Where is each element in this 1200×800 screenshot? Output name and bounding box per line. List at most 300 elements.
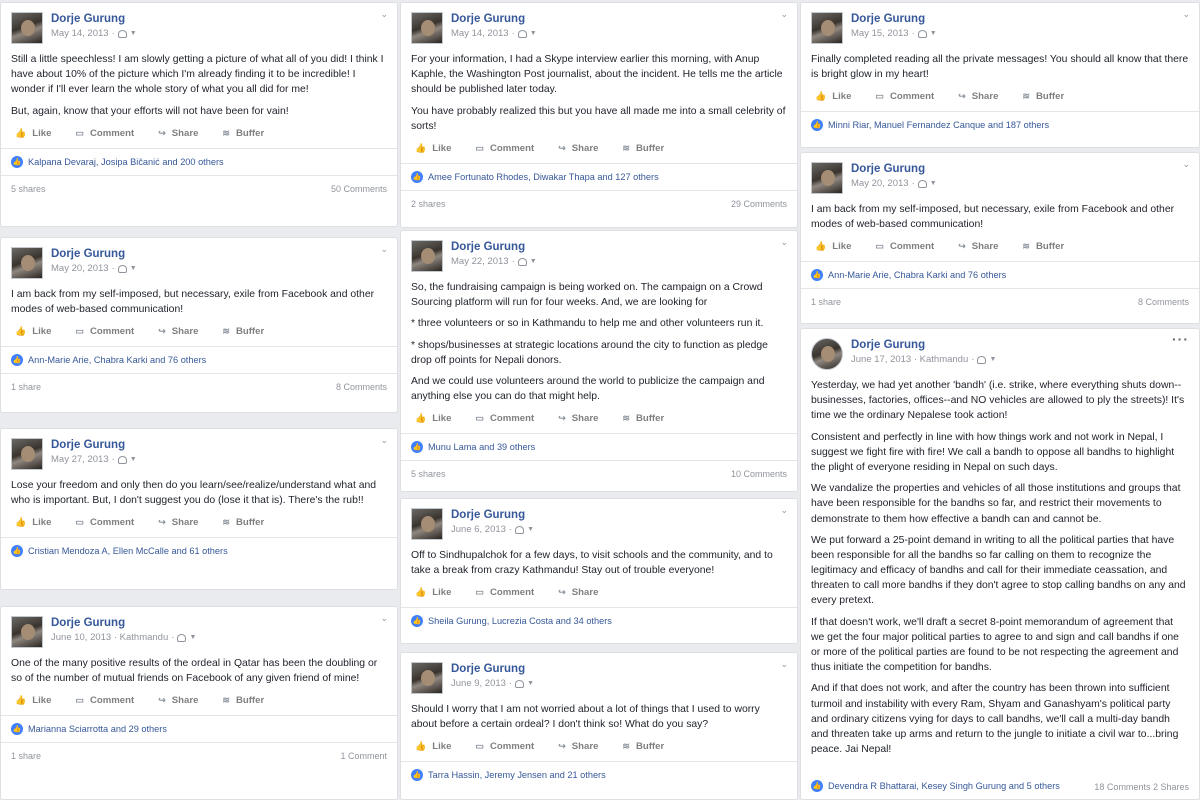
shares-count[interactable]: 5 shares: [411, 469, 446, 480]
like-button-label: Like: [832, 241, 852, 253]
post-subline: May 20, 2013 · ▼: [851, 178, 937, 190]
share-button-label: Share: [571, 142, 599, 154]
share-button[interactable]: [158, 326, 198, 337]
share-icon: ↪: [158, 517, 166, 528]
post-menu-chevron-icon[interactable]: ⌄: [380, 613, 388, 623]
reactions-row[interactable]: [1, 537, 397, 564]
post-meta: [451, 240, 537, 268]
comments-count[interactable]: 18 Comments: [1094, 782, 1151, 792]
share-icon: ↪: [958, 241, 966, 252]
post-subline: June 10, 2013 · Kathmandu · ▼: [51, 632, 197, 644]
post-paragraph: So, the fundraising campaign is being worked on. The campaign on a Crowd Sourcing platform will run for four weeks. And, we are looking for: [411, 282, 763, 309]
comment-button-label: Comment: [489, 413, 535, 425]
post-card: [800, 2, 1200, 148]
avatar[interactable]: [11, 12, 43, 44]
like-button[interactable]: [815, 91, 851, 102]
share-button-label: Share: [571, 587, 599, 599]
comment-button-label: Comment: [489, 587, 535, 599]
post-card: [0, 428, 398, 590]
share-button[interactable]: [558, 143, 598, 154]
post-date[interactable]: June 10, 2013 · Kathmandu: [51, 632, 169, 644]
post-actions: [801, 88, 1199, 105]
share-button[interactable]: [558, 587, 598, 598]
comment-button-label: Comment: [489, 142, 535, 154]
post-paragraph: Still a little speechless! I am slowly getting a picture of what all of you did! I think I have about 10% of the picture which I'm already finding it to be incredible! I wonder if I'll ever learn the whole story of what you all did for me!: [11, 54, 384, 96]
buffer-button[interactable]: [222, 517, 264, 528]
post-paragraph: * shops/businesses at strategic locations around the city to function as pledge drop off points for Nepali donors.: [411, 339, 768, 366]
buffer-icon: ≋: [222, 695, 230, 706]
author-name[interactable]: Dorje Gurung: [451, 13, 526, 25]
comment-icon: ▭: [475, 142, 484, 153]
like-button[interactable]: [415, 741, 451, 752]
post-body: [801, 44, 1199, 82]
post-paragraph: We put forward a 25-point demand in writing to all the political parties that have been responsible for all the bandhs so far calling on them to recognize the legitimacy and efficacy of bandhs and call for their immediate ceassation, and threaten to call more bandhs if they don't agree to stop calling bandhs on any and every pretext.: [811, 534, 1186, 607]
audience-icon[interactable]: [518, 30, 527, 38]
buffer-button-label: Buffer: [235, 326, 265, 338]
reactions-row[interactable]: [801, 111, 1199, 138]
reactions-row[interactable]: [1, 346, 397, 373]
reactions-row[interactable]: [1, 148, 397, 175]
comments-count[interactable]: 8 Comments: [1137, 297, 1189, 308]
buffer-button-label: Buffer: [635, 741, 665, 753]
post-menu-chevron-icon[interactable]: ⌄: [780, 9, 788, 19]
buffer-icon: ≋: [222, 326, 230, 337]
author-name[interactable]: Dorje Gurung: [451, 241, 526, 253]
post-menu-chevron-icon[interactable]: ⌄: [1182, 9, 1190, 19]
like-button-label: Like: [32, 695, 52, 707]
reactions-row[interactable]: [401, 433, 797, 460]
post-meta: [851, 338, 996, 366]
buffer-button[interactable]: [222, 695, 264, 706]
comments-count[interactable]: 29 Comments: [730, 198, 787, 209]
post-date[interactable]: May 20, 2013: [851, 178, 909, 190]
post-date[interactable]: May 20, 2013: [51, 263, 109, 275]
buffer-button-label: Buffer: [1035, 241, 1065, 253]
post-body: [1, 648, 397, 686]
comment-icon: ▭: [475, 413, 484, 424]
reactions-summary[interactable]: Ann-Marie Arie, Chabra Karki and 76 others: [28, 355, 207, 366]
share-button-label: Share: [171, 127, 199, 139]
comment-button-label: Comment: [89, 326, 135, 338]
audience-icon[interactable]: [515, 680, 524, 688]
post-card: [400, 652, 798, 800]
post-body: [1, 44, 397, 119]
post-paragraph: One of the many positive results of the ordeal in Qatar has been the doubling or so of the number of mutual friends on Facebook of any given friend of mine!: [11, 658, 378, 685]
post-card: [800, 152, 1200, 324]
like-button[interactable]: [815, 241, 851, 252]
comment-button[interactable]: [75, 695, 134, 706]
reactions-summary[interactable]: Marianna Sciarrotta and 29 others: [28, 724, 167, 735]
audience-icon[interactable]: [977, 356, 986, 364]
post-meta: [51, 438, 137, 466]
audience-icon[interactable]: [118, 265, 127, 273]
buffer-button-label: Buffer: [1035, 91, 1065, 103]
thumbs-up-icon: 👍: [415, 741, 427, 752]
post-header: [1, 429, 397, 470]
share-button[interactable]: [558, 741, 598, 752]
shares-count[interactable]: 2 Shares: [1152, 782, 1189, 792]
like-button-label: Like: [432, 413, 452, 425]
like-button[interactable]: [415, 413, 451, 424]
post-meta: [851, 12, 937, 40]
like-reaction-icon: 👍: [411, 615, 423, 627]
post-actions: [1, 323, 397, 340]
post-menu-chevron-icon[interactable]: ⌄: [380, 9, 388, 19]
share-icon: ↪: [158, 127, 166, 138]
post-paragraph: And we could use volunteers around the world to publicize the campaign and anything else you can do that might help.: [411, 375, 765, 403]
buffer-button-label: Buffer: [235, 517, 265, 529]
post-paragraph: Should I worry that I am not worried about a lot of things that I used to worry about before a certain ordeal? I don't think so! What do you say?: [411, 704, 760, 731]
like-reaction-icon: 👍: [11, 545, 23, 557]
reactions-row[interactable]: [1, 715, 397, 742]
chevron-down-icon[interactable]: ▼: [129, 29, 137, 37]
like-button[interactable]: [415, 143, 451, 154]
shares-count[interactable]: 1 share: [811, 297, 842, 308]
post-footer: [1, 175, 397, 202]
post-subline: May 22, 2013 · ▼: [451, 256, 537, 268]
shares-count[interactable]: 5 shares: [11, 183, 46, 194]
buffer-button-label: Buffer: [235, 695, 265, 707]
buffer-icon: ≋: [222, 517, 230, 528]
comment-button-label: Comment: [89, 517, 135, 529]
audience-icon[interactable]: [518, 258, 527, 266]
buffer-button[interactable]: [222, 326, 264, 337]
share-button[interactable]: [158, 517, 198, 528]
avatar[interactable]: [411, 508, 443, 540]
comment-button[interactable]: [475, 741, 534, 752]
post-date[interactable]: May 15, 2013: [851, 28, 909, 40]
reactions-summary[interactable]: Devendra R Bhattarai, Kesey Singh Gurung and 5 others: [828, 781, 1060, 791]
like-reaction-icon: 👍: [11, 156, 23, 168]
share-button-label: Share: [571, 741, 599, 753]
author-name[interactable]: Dorje Gurung: [51, 617, 126, 629]
reactions-row[interactable]: [401, 163, 797, 190]
buffer-button-label: Buffer: [635, 142, 665, 154]
avatar[interactable]: [11, 247, 43, 279]
post-header: [801, 329, 1199, 370]
chevron-down-icon[interactable]: ▼: [129, 264, 137, 272]
avatar[interactable]: [811, 162, 843, 194]
audience-icon[interactable]: [177, 634, 186, 642]
chevron-down-icon[interactable]: ▼: [529, 29, 537, 37]
thumbs-up-icon: 👍: [415, 587, 427, 598]
post-meta: [51, 12, 137, 40]
comment-button[interactable]: [475, 143, 534, 154]
like-reaction-icon: 👍: [811, 119, 823, 131]
post-header: [401, 3, 797, 44]
audience-icon[interactable]: [918, 180, 927, 188]
post-subline: May 20, 2013 · ▼: [51, 263, 137, 275]
avatar[interactable]: [811, 12, 843, 44]
post-footer: [1, 742, 397, 769]
author-name[interactable]: Dorje Gurung: [451, 509, 526, 521]
post-subline: May 14, 2013 · ▼: [451, 28, 537, 40]
like-button[interactable]: [415, 587, 451, 598]
post-meta: [451, 12, 537, 40]
post-body: [401, 272, 797, 404]
reactions-row[interactable]: [401, 607, 797, 634]
shares-count[interactable]: 1 share: [11, 751, 42, 762]
chevron-down-icon[interactable]: ▼: [527, 679, 535, 687]
post-meta: [451, 662, 534, 690]
buffer-button[interactable]: [222, 128, 264, 139]
post-card: [0, 237, 398, 413]
share-button-label: Share: [171, 695, 199, 707]
shares-count[interactable]: 2 shares: [411, 198, 446, 209]
post-date[interactable]: May 27, 2013: [51, 454, 109, 466]
post-actions: [401, 584, 797, 601]
post-menu-chevron-icon[interactable]: ⌄: [780, 659, 788, 669]
like-button[interactable]: [15, 695, 51, 706]
reactions-summary[interactable]: Munu Lama and 39 others: [428, 442, 536, 453]
post-paragraph: We vandalize the properties and vehicles of all those institutions and groups that have been responsible for the bandhs so far, and restrict their movements to demonstrate to them how effective a bandh can and cannot be.: [811, 483, 1181, 525]
avatar[interactable]: [11, 616, 43, 648]
post-date[interactable]: May 22, 2013: [451, 256, 509, 268]
reactions-summary[interactable]: Sheila Gurung, Lucrezia Costa and 34 others: [428, 616, 612, 627]
post-card: [800, 328, 1200, 800]
author-name[interactable]: Dorje Gurung: [851, 13, 926, 25]
post-meta: [51, 616, 196, 644]
more-options-icon[interactable]: ···: [1172, 331, 1189, 347]
comment-button-label: Comment: [889, 241, 935, 253]
post-paragraph: And if that does not work, and after the country has been thrown into sufficient turmoil and instability with every Ram, Shyam and Ganashyam's political party and ordinary citizens vying for days to call bandhs, we'll call a multi-day bandh and threaten take up arms and return to the jungle to initiate a civil war to...bring peace. Jai Nepal!: [811, 683, 1179, 756]
reactions-summary[interactable]: Tarra Hassin, Jeremy Jensen and 21 others: [428, 770, 606, 781]
post-date[interactable]: June 9, 2013: [451, 678, 506, 690]
comment-icon: ▭: [875, 241, 884, 252]
comments-count[interactable]: 10 Comments: [730, 469, 787, 480]
share-icon: ↪: [558, 741, 566, 752]
reactions-summary[interactable]: Cristian Mendoza A, Ellen McCalle and 61 others: [28, 546, 228, 557]
like-reaction-icon: 👍: [11, 354, 23, 366]
share-button[interactable]: [558, 413, 598, 424]
buffer-button[interactable]: [1022, 91, 1064, 102]
chevron-down-icon[interactable]: ▼: [129, 455, 137, 463]
author-name[interactable]: Dorje Gurung: [451, 663, 526, 675]
reactions-summary[interactable]: Ann-Marie Arie, Chabra Karki and 76 others: [828, 270, 1007, 281]
post-header: [401, 231, 797, 272]
post-paragraph: You have probably realized this but you have all made me into a small celebrity of sorts!: [411, 105, 786, 132]
like-reaction-icon: 👍: [811, 780, 823, 792]
share-button-label: Share: [171, 517, 199, 529]
like-reaction-icon: 👍: [411, 171, 423, 183]
post-paragraph: But, again, know that your efforts will not have been for vain!: [11, 105, 289, 117]
post-menu-chevron-icon[interactable]: ⌄: [380, 435, 388, 445]
post-actions: [401, 738, 797, 755]
footer-counts: [1094, 782, 1189, 792]
share-button-label: Share: [971, 241, 999, 253]
chevron-down-icon[interactable]: ▼: [929, 179, 937, 187]
author-name[interactable]: Dorje Gurung: [51, 13, 126, 25]
comments-count[interactable]: 8 Comments: [335, 382, 387, 393]
comments-count[interactable]: 1 Comment: [340, 751, 387, 762]
post-actions: [801, 238, 1199, 255]
thumbs-up-icon: 👍: [415, 142, 427, 153]
post-body: [401, 694, 797, 732]
buffer-button[interactable]: [622, 413, 664, 424]
chevron-down-icon[interactable]: ▼: [929, 29, 937, 37]
thumbs-up-icon: 👍: [15, 517, 27, 528]
avatar[interactable]: [11, 438, 43, 470]
post-paragraph: Consistent and perfectly in line with how things work and not work in Nepal, I suggest we fight fire with fire! We call a bandh to oppose all bandhs to highlight the plight of everyone residing in Nepal on such days.: [811, 431, 1175, 473]
avatar[interactable]: [411, 240, 443, 272]
post-date[interactable]: May 14, 2013: [451, 28, 509, 40]
share-button-label: Share: [171, 326, 199, 338]
post-body: [1, 279, 397, 317]
buffer-icon: ≋: [1022, 91, 1030, 102]
post-header: [1, 238, 397, 279]
avatar[interactable]: [411, 662, 443, 694]
post-paragraph: * three volunteers or so in Kathmandu to help me and other volunteers run it.: [411, 318, 764, 330]
like-button[interactable]: [15, 517, 51, 528]
post-header: [801, 153, 1199, 194]
share-button-label: Share: [971, 91, 999, 103]
comment-icon: ▭: [875, 91, 884, 102]
post-header: [801, 3, 1199, 44]
post-card: [0, 606, 398, 800]
audience-icon[interactable]: [118, 456, 127, 464]
share-button[interactable]: [158, 128, 198, 139]
post-footer: [801, 288, 1199, 315]
comment-button[interactable]: [875, 241, 934, 252]
post-actions: [1, 125, 397, 142]
reactions-summary[interactable]: Minni Riar, Manuel Fernandez Canque and 187 others: [828, 120, 1050, 131]
chevron-down-icon[interactable]: ▼: [189, 633, 197, 641]
share-icon: ↪: [558, 142, 566, 153]
post-menu-chevron-icon[interactable]: ⌄: [1182, 159, 1190, 169]
like-button-label: Like: [32, 326, 52, 338]
thumbs-up-icon: 👍: [815, 91, 827, 102]
shares-count[interactable]: 1 share: [11, 382, 42, 393]
thumbs-up-icon: 👍: [15, 127, 27, 138]
buffer-button[interactable]: [622, 143, 664, 154]
post-menu-chevron-icon[interactable]: ⌄: [380, 244, 388, 254]
audience-icon[interactable]: [515, 526, 524, 534]
share-icon: ↪: [158, 695, 166, 706]
like-button[interactable]: [15, 128, 51, 139]
post-header: [401, 653, 797, 694]
audience-icon[interactable]: [918, 30, 927, 38]
post-paragraph: I am back from my self-imposed, but necessary, exile from Facebook and other modes of web-based communication!: [11, 289, 375, 316]
post-subline: May 14, 2013 · ▼: [51, 28, 137, 40]
author-name[interactable]: Dorje Gurung: [51, 439, 126, 451]
like-button[interactable]: [15, 326, 51, 337]
comments-count[interactable]: 50 Comments: [330, 183, 387, 194]
post-paragraph: For your information, I had a Skype interview earlier this morning, with Anup Kaphle, the Washington Post journalist, about the incident. He tells me the article should be published later today.: [411, 54, 783, 96]
share-icon: ↪: [158, 326, 166, 337]
share-button[interactable]: [958, 241, 998, 252]
comment-icon: ▭: [75, 326, 84, 337]
chevron-down-icon[interactable]: ▼: [989, 355, 997, 363]
post-menu-chevron-icon[interactable]: ⌄: [780, 237, 788, 247]
post-subline: June 9, 2013 · ▼: [451, 678, 535, 690]
reactions-row[interactable]: [401, 761, 797, 788]
post-date[interactable]: June 17, 2013 · Kathmandu: [851, 354, 969, 366]
avatar[interactable]: [411, 12, 443, 44]
post-body: [401, 540, 797, 578]
post-card: [400, 230, 798, 492]
author-name[interactable]: Dorje Gurung: [51, 248, 126, 260]
reactions-summary[interactable]: Amee Fortunato Rhodes, Diwakar Thapa and 127 others: [428, 171, 659, 182]
like-button-label: Like: [32, 127, 52, 139]
post-footer: [1084, 775, 1199, 799]
post-subline: June 6, 2013 · ▼: [451, 524, 535, 536]
share-icon: ↪: [558, 587, 566, 598]
buffer-icon: ≋: [1022, 241, 1030, 252]
author-name[interactable]: Dorje Gurung: [851, 339, 926, 351]
post-header: [1, 607, 397, 648]
comment-button[interactable]: [75, 517, 134, 528]
buffer-button[interactable]: [622, 741, 664, 752]
post-paragraph: Finally completed reading all the private messages! You should all know that there is bright glow in my heart!: [811, 54, 1189, 81]
like-reaction-icon: 👍: [11, 723, 23, 735]
thumbs-up-icon: 👍: [15, 326, 27, 337]
post-meta: [51, 247, 137, 275]
comment-button[interactable]: [875, 91, 934, 102]
comment-button[interactable]: [75, 128, 134, 139]
reactions-row[interactable]: [801, 261, 1199, 288]
chevron-down-icon[interactable]: ▼: [527, 525, 535, 533]
chevron-down-icon[interactable]: ▼: [529, 257, 537, 265]
post-paragraph: Lose your freedom and only then do you learn/see/realize/understand what and who is important. But, I don't suggest you do (lose it that is). There's the rub!!: [11, 480, 377, 507]
post-body: [401, 44, 797, 134]
post-card: [400, 2, 798, 228]
post-date[interactable]: June 6, 2013: [451, 524, 506, 536]
comment-button[interactable]: [475, 587, 534, 598]
author-name[interactable]: Dorje Gurung: [851, 163, 926, 175]
avatar[interactable]: [811, 338, 843, 370]
buffer-button[interactable]: [1022, 241, 1064, 252]
like-reaction-icon: 👍: [411, 769, 423, 781]
buffer-button-label: Buffer: [235, 127, 265, 139]
comment-button-label: Comment: [889, 91, 935, 103]
post-subline: May 27, 2013 · ▼: [51, 454, 137, 466]
post-date[interactable]: May 14, 2013: [51, 28, 109, 40]
like-button-label: Like: [432, 587, 452, 599]
comment-button[interactable]: [75, 326, 134, 337]
comment-icon: ▭: [75, 127, 84, 138]
post-paragraph: Off to Sindhupalchok for a few days, to visit schools and the community, and to take a break from crazy Kathmandu! Stay out of trouble everyone!: [411, 550, 773, 577]
thumbs-up-icon: 👍: [15, 695, 27, 706]
post-card: [400, 498, 798, 644]
comment-icon: ▭: [75, 695, 84, 706]
post-actions: [401, 140, 797, 157]
buffer-button-label: Buffer: [635, 413, 665, 425]
buffer-icon: ≋: [222, 127, 230, 138]
audience-icon[interactable]: [118, 30, 127, 38]
post-body: [801, 370, 1199, 757]
reactions-summary[interactable]: Kalpana Devaraj, Josipa Bičanić and 200 others: [28, 156, 224, 167]
like-reaction-icon: 👍: [811, 269, 823, 281]
like-button-label: Like: [32, 517, 52, 529]
post-body: [1, 470, 397, 508]
post-subline: June 17, 2013 · Kathmandu · ▼: [851, 354, 997, 366]
post-card: [0, 2, 398, 227]
like-button-label: Like: [432, 741, 452, 753]
post-paragraph: Yesterday, we had yet another 'bandh' (i.e. strike, where everything shuts down--businesses, factories, offices--and NO vehicles are allowed to ply the streets)! It's time we the ordinary Nepalese took action!: [811, 380, 1185, 422]
post-paragraph: I am back from my self-imposed, but necessary, exile from Facebook and other modes of web-based communication!: [811, 204, 1175, 231]
buffer-icon: ≋: [622, 413, 630, 424]
share-button[interactable]: [158, 695, 198, 706]
share-icon: ↪: [558, 413, 566, 424]
like-reaction-icon: 👍: [411, 441, 423, 453]
comment-button[interactable]: [475, 413, 534, 424]
post-menu-chevron-icon[interactable]: ⌄: [780, 505, 788, 515]
share-button[interactable]: [958, 91, 998, 102]
comment-icon: ▭: [475, 587, 484, 598]
post-actions: [1, 514, 397, 531]
post-footer: [401, 190, 797, 217]
share-button-label: Share: [571, 413, 599, 425]
